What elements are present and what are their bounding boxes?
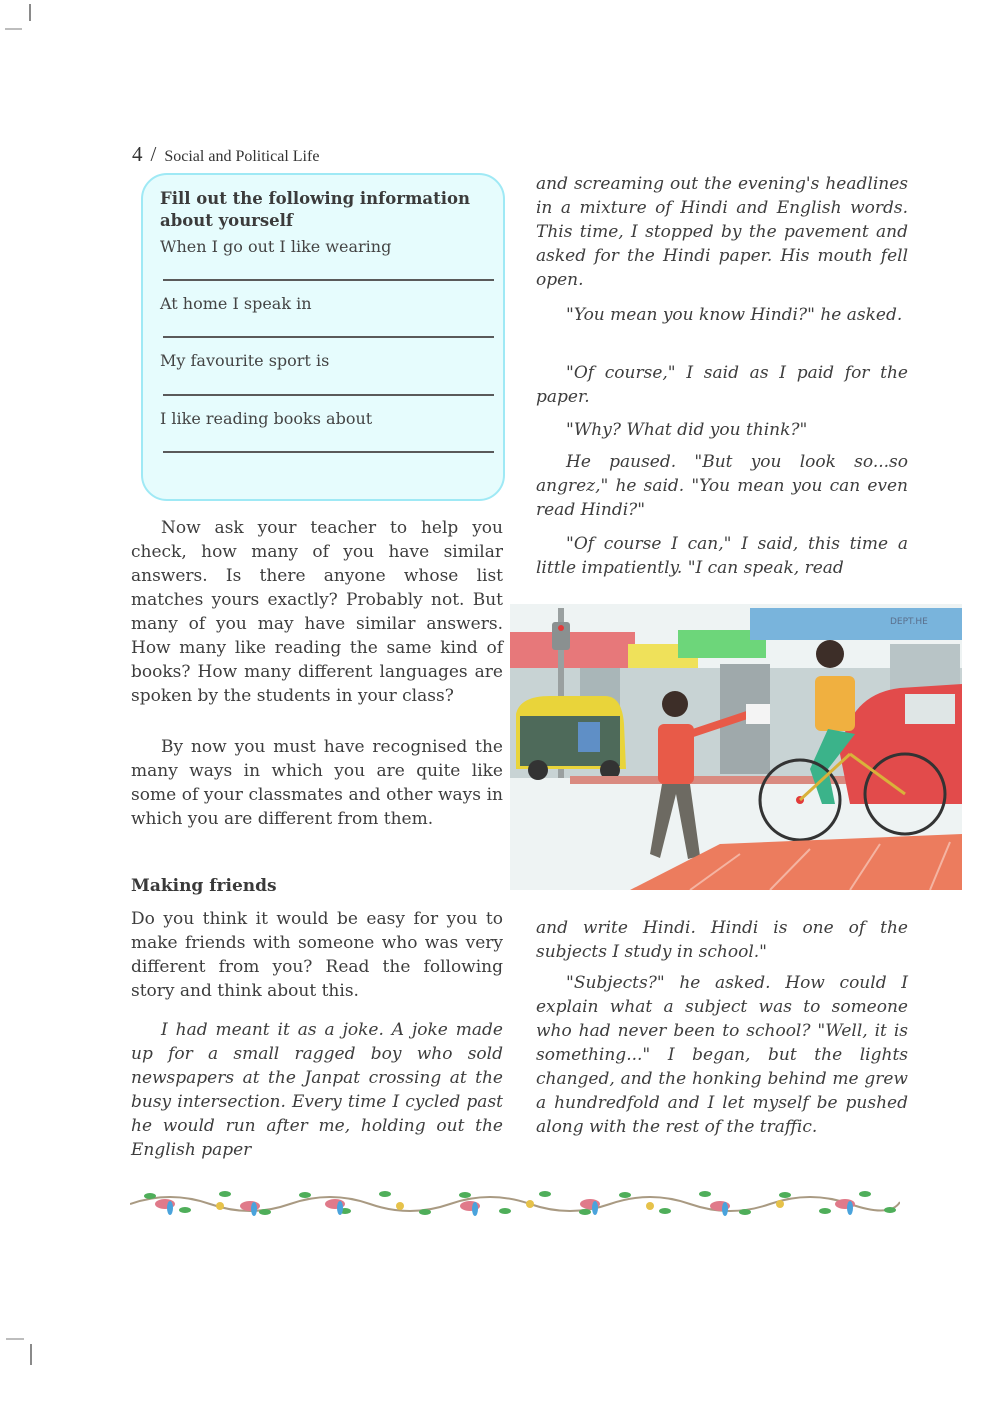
crop-mark-bottom-horizontal <box>6 1338 24 1340</box>
page-header <box>132 142 319 167</box>
story-paragraph-write-hindi: and write Hindi. Hindi is one of the subjects I study in school." <box>536 918 908 962</box>
prompt-speak: At home I speak in <box>160 294 312 313</box>
running-title: Social and Political Life <box>164 148 320 165</box>
story-paragraph-of-course: "Of course," I said as I paid for the paper. <box>536 363 908 407</box>
prompt-books: I like reading books about <box>160 409 373 428</box>
answer-line-wearing[interactable] <box>163 279 494 281</box>
story-paragraph-screaming: and screaming out the evening's headlines in a mixture of Hindi and English words. This time, I stopped by the pavement and asked for the Hindi paper. His mouth fell open. <box>536 174 908 290</box>
prompt-sport: My favourite sport is <box>160 351 330 370</box>
header-separator: / <box>150 142 157 166</box>
crop-mark-top-horizontal <box>5 28 22 30</box>
answer-line-books[interactable] <box>163 451 494 453</box>
paragraph-similar-answers: Now ask your teacher to help you check, how many of you have similar answers. Is there anyone whose list matches yours exactly? Probably not. But many of you may have similar answers. How many like reading the same kind of books? How many different languages are spoken by the students in your class? <box>131 518 503 706</box>
answer-line-speak[interactable] <box>163 336 494 338</box>
svg-text:DEPT.HE: DEPT.HE <box>890 617 928 627</box>
paragraph-making-friends-intro: Do you think it would be easy for you to make friends with someone who was very different from you? Read the following story and think about this. <box>131 909 503 1001</box>
page-number: 4 <box>132 142 143 166</box>
floral-border-decoration <box>130 1180 900 1222</box>
street-scene-illustration <box>510 604 962 890</box>
crop-mark-bottom-vertical <box>30 1344 32 1365</box>
section-heading-making-friends: Making friends <box>131 876 277 896</box>
fill-out-info-box <box>141 173 505 501</box>
crop-mark-top-vertical <box>29 4 31 21</box>
story-paragraph-joke: I had meant it as a joke. A joke made up for a small ragged boy who sold newspapers at the Janpat crossing at the busy intersection. Every time I cycled past he would run after me, holding out the English paper <box>131 1020 503 1160</box>
paragraph-recognised: By now you must have recognised the many ways in which you are quite like some of your classmates and other ways in which you are different from them. <box>131 737 503 829</box>
vine-bird-icon <box>130 1180 900 1222</box>
story-paragraph-of-course-i-can: "Of course I can," I said, this time a little impatiently. "I can speak, read <box>536 534 908 578</box>
story-paragraph-why: "Why? What did you think?" <box>566 420 808 440</box>
prompt-wearing: When I go out I like wearing <box>160 237 392 256</box>
info-box-title: Fill out the following information about yourself <box>160 189 470 230</box>
story-paragraph-subjects: "Subjects?" he asked. How could I explain what a subject was to someone who had never been to school? "Well, it is something..." I began, but the lights changed, and the honking behind me grew a hundredfold and I let myself be pushed along with the rest of the traffic. <box>536 973 908 1137</box>
story-paragraph-angrez: He paused. "But you look so...so angrez," he said. "You mean you can even read Hindi?" <box>536 452 908 520</box>
answer-line-sport[interactable] <box>163 394 494 396</box>
illustration-svg <box>510 604 962 890</box>
story-paragraph-you-mean: "You mean you know Hindi?" he asked. <box>566 305 903 325</box>
